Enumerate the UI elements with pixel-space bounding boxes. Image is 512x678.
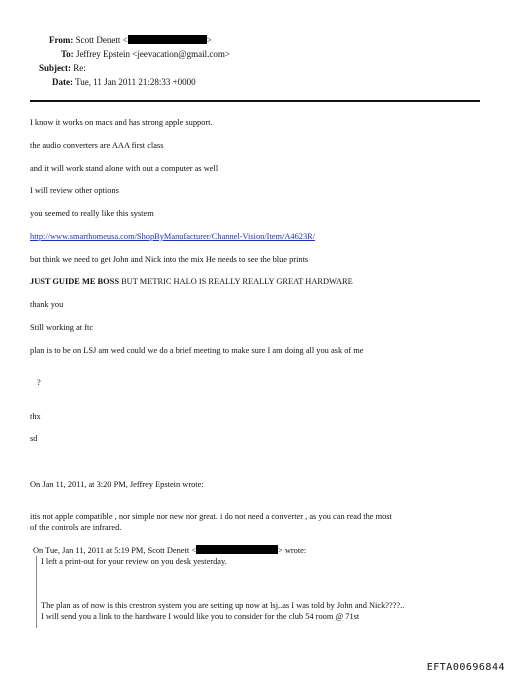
quoted-line: I left a print-out for your review on you desk yesterday. <box>41 557 227 566</box>
header-divider <box>30 100 480 102</box>
date-label: Date: <box>52 77 73 87</box>
quoted-line: The plan as of now is this crestron system you are setting up now at lsj..as I was told by John and Nick????.. <box>41 601 405 610</box>
subject-value: Re: <box>73 63 86 73</box>
quote-bar <box>36 556 37 628</box>
emphasis-bold: JUST GUIDE ME BOSS <box>30 277 119 286</box>
body-line: and it will work stand alone with out a computer as well <box>30 164 219 173</box>
reply-intro <box>33 545 306 556</box>
body-line: I know it works on macs and has strong apple support. <box>30 118 213 127</box>
body-line: thank you <box>30 300 64 309</box>
reply-intro-tail: > wrote: <box>278 546 307 555</box>
emphasis-line <box>30 277 353 287</box>
date-value: Tue, 11 Jan 2011 21:28:33 +0000 <box>75 77 196 87</box>
product-link[interactable]: http://www.smarthomeusa.com/ShopByManufacturer/Channel-Vision/Item/A4623R/ <box>30 232 316 241</box>
redaction-box <box>196 545 278 554</box>
date-row <box>52 77 196 88</box>
to-label: To: <box>61 49 74 59</box>
subject-row <box>39 63 86 74</box>
body-line: ? <box>37 378 41 387</box>
redaction-box <box>128 35 207 44</box>
reply-intro: On Jan 11, 2011, at 3:20 PM, Jeffrey Epstein wrote: <box>30 480 204 489</box>
signoff-initials: sd <box>30 434 38 443</box>
body-line: you seemed to really like this system <box>30 209 154 218</box>
from-tail: > <box>206 35 212 45</box>
emphasis-rest: BUT METRIC HALO IS REALLY REALLY GREAT HARDWARE <box>118 277 353 286</box>
quoted-line: itis not apple compatible , nor simple nor new nor great. i do not need a converter , as you can read the most <box>30 512 392 521</box>
subject-label: Subject: <box>39 63 71 73</box>
from-label: From: <box>49 35 74 45</box>
body-line: but think we need to get John and Nick into the mix He needs to see the blue prints <box>30 255 309 264</box>
to-row <box>61 49 230 60</box>
document-id: EFTA00696844 <box>426 662 505 673</box>
reply-intro-text: On Tue, Jan 11, 2011 at 5:19 PM, Scott Denett < <box>33 546 196 555</box>
from-row <box>49 35 212 46</box>
quoted-line: I will send you a link to the hardware I would like you to consider for the club 54 room @ 71st <box>41 612 360 621</box>
to-value: Jeffrey Epstein <jeevacation@gmail.com> <box>75 49 230 59</box>
body-line: plan is to be on LSJ am wed could we do a brief meeting to make sure I am doing all you ask of me <box>30 346 364 355</box>
signoff-thx: thx <box>30 412 41 421</box>
quoted-line: of the controls are infrared. <box>30 523 122 532</box>
body-line: I will review other options <box>30 186 119 195</box>
body-line: Still working at ftc <box>30 323 94 332</box>
body-line: the audio converters are AAA first class <box>30 141 164 150</box>
from-name: Scott Denett < <box>75 35 128 45</box>
